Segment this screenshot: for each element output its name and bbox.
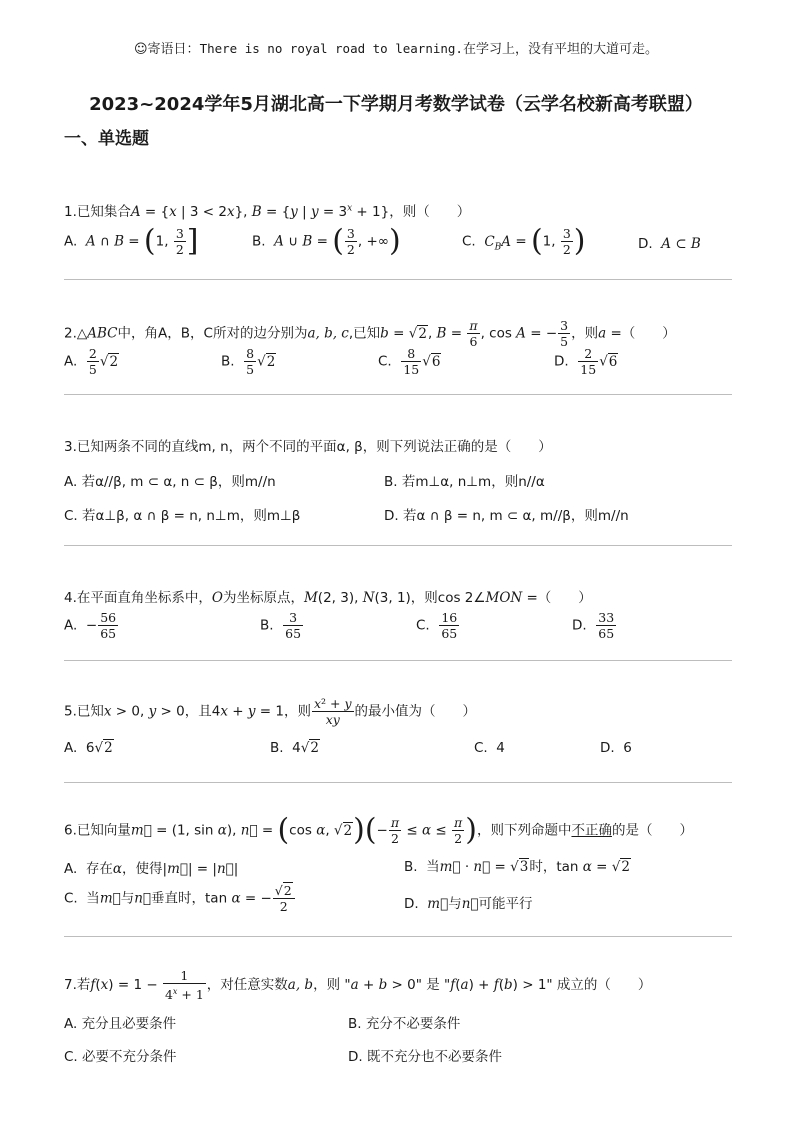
option-b[interactable]: B. 充分不必要条件 xyxy=(348,1016,461,1032)
option-a[interactable]: A. 6√2 xyxy=(64,740,113,756)
option-c[interactable]: C. $C_BA = (1$, $\frac{3}{2}$ ) xyxy=(462,223,586,259)
option-c[interactable]: C. $\frac{16}{65}$ xyxy=(416,610,458,641)
option-b[interactable]: B. $\frac{8}{5}$ √2 xyxy=(221,346,276,377)
question-stem: 3.已知两条不同的直线m, n，两个不同的平面α, β，则下列说法正确的是（ ） xyxy=(64,439,552,455)
option-a[interactable]: A. $\frac{2}{5}$ √2 xyxy=(64,346,119,377)
option-a[interactable]: A. A ∩ B = (1, $\frac{3}{2}$ ] xyxy=(64,223,199,259)
question-stem: 1.已知集合A = {x | 3 < 2x}, B = {y | $y = 3^x + 1$}，则（ ） xyxy=(64,203,471,220)
motto-chinese: 在学习上，没有平坦的大道可走。 xyxy=(462,42,658,57)
option-a[interactable]: A. − $\frac{56}{65}$ xyxy=(64,610,117,641)
option-b[interactable]: B. $\frac{3}{65}$ xyxy=(260,610,302,641)
divider xyxy=(64,782,732,783)
motto xyxy=(0,38,792,57)
option-c[interactable]: C. 当m⃗与n⃗垂直时，tan α = − $\frac{√2}{2}$ xyxy=(64,883,296,914)
option-c[interactable]: C. $\frac{8}{15}$ √6 xyxy=(378,346,441,377)
question-stem: 2.△ABC中，角A，B，C所对的边分别为a, b, c,已知b = √2, B = $\frac{\pi}{6}$ , cos A = − $\frac{3}{5}$ ，则a =（ ） xyxy=(64,318,676,349)
question-1 xyxy=(64,198,734,268)
option-b[interactable]: B. A ∪ B = ( $\frac{3}{2}$ , +∞) xyxy=(252,223,401,259)
option-c[interactable]: C. 必要不充分条件 xyxy=(64,1049,177,1065)
question-2 xyxy=(64,316,734,386)
question-stem: 6.已知向量m⃗ = (1, sin α), n⃗ = (cos α, √2)(− $\frac{\pi}{2}$ ≤ α ≤ $\frac{\pi}{2}$ )，则下列命题中不正确的是（ ） xyxy=(64,812,693,848)
question-stem: 4.在平面直角坐标系中，O为坐标原点，M(2, 3), N(3, 1)，则cos 2∠MON =（ ） xyxy=(64,590,592,606)
motto-prefix: ☺寄语日： xyxy=(134,42,200,57)
option-c[interactable]: C. 4 xyxy=(474,740,505,756)
option-b[interactable]: B. 当m⃗ · n⃗ = √3时，tan α = √2 xyxy=(404,859,630,875)
option-d[interactable]: D. A ⊂ B xyxy=(638,236,701,252)
question-7 xyxy=(64,968,734,1068)
section-heading: 一、单选题 xyxy=(64,129,149,149)
divider xyxy=(64,279,732,280)
divider xyxy=(64,936,732,937)
option-c[interactable]: C. 若α⊥β, α ∩ β = n, n⊥m，则m⊥β xyxy=(64,508,301,524)
option-a[interactable]: A. 存在α，使得|m⃗| = |n⃗| xyxy=(64,861,239,877)
option-d[interactable]: D. m⃗与n⃗可能平行 xyxy=(404,896,533,912)
question-6 xyxy=(64,812,734,925)
question-4 xyxy=(64,584,734,654)
option-b[interactable]: B. 4√2 xyxy=(270,740,319,756)
divider xyxy=(64,545,732,546)
option-a[interactable]: A. 充分且必要条件 xyxy=(64,1016,177,1032)
option-d[interactable]: D. $\frac{2}{15}$ √6 xyxy=(554,346,618,377)
option-d[interactable]: D. 6 xyxy=(600,740,632,756)
option-d[interactable]: D. $\frac{33}{65}$ xyxy=(572,610,615,641)
motto-english: There is no royal road to learning. xyxy=(199,41,463,56)
question-3 xyxy=(64,435,734,525)
option-b[interactable]: B. 若m⊥α, n⊥m，则n//α xyxy=(384,474,545,490)
divider xyxy=(64,660,732,661)
option-d[interactable]: D. 既不充分也不必要条件 xyxy=(348,1049,502,1065)
page-title: 2023~2024学年5月湖北高一下学期月考数学试卷（云学名校新高考联盟） xyxy=(89,94,703,115)
question-5 xyxy=(64,696,734,766)
option-d[interactable]: D. 若α ∩ β = n, m ⊂ α, m//β，则m//n xyxy=(384,508,629,524)
divider xyxy=(64,394,732,395)
question-stem: 5.已知x > 0, y > 0，且4x + y = 1，则 $\frac{\text{x² + y}}{xy}$ 的最小值为（ ） xyxy=(64,696,477,727)
question-stem: 7.若f(x) = 1 − $\frac{1}{4^x + 1}$ ，对任意实数a, b，则 "a + b > 0" 是 "f(a) + f(b) > 1" 成立的（ ） xyxy=(64,968,652,1003)
option-a[interactable]: A. 若α//β, m ⊂ α, n ⊂ β，则m//n xyxy=(64,474,276,490)
